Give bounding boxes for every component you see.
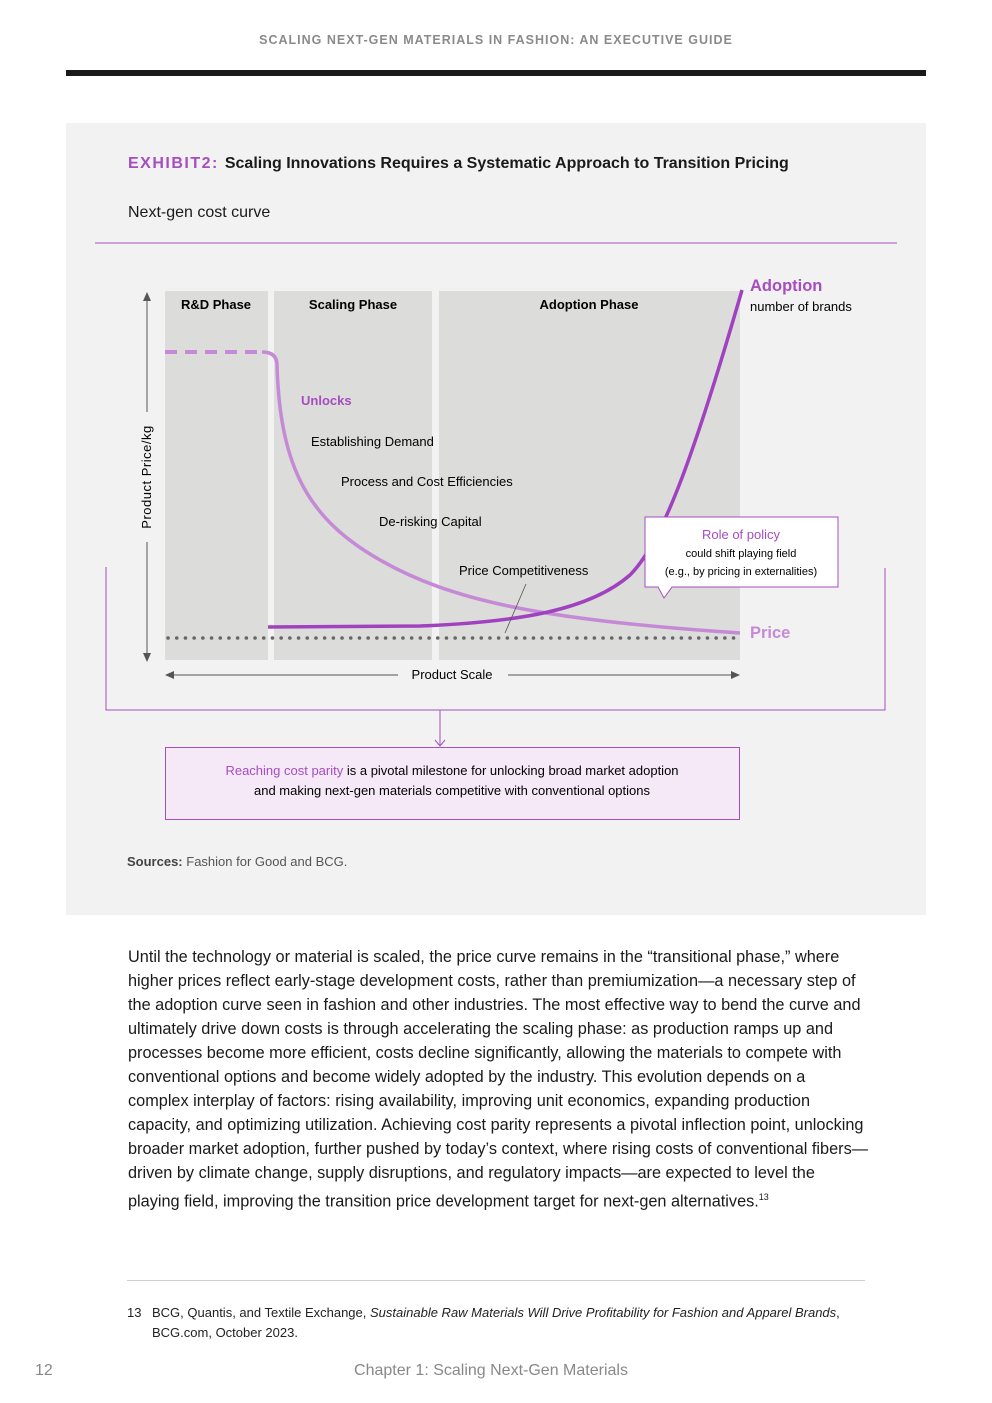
policy-line2: (e.g., by pricing in externalities)	[664, 566, 818, 578]
footnote-divider	[127, 1280, 865, 1281]
y-axis-label: Product Price/kg	[139, 425, 154, 529]
y-axis-arrow-down-icon	[143, 653, 151, 662]
footnote-source: , BCG.com, October 2023.	[152, 1305, 840, 1340]
unlocks-label: Unlocks	[301, 393, 352, 408]
unlock-item: Establishing Demand	[311, 434, 434, 449]
price-label: Price	[750, 624, 791, 642]
conclusion-highlight: Reaching cost parity	[225, 763, 344, 778]
footnote-ref[interactable]: 13	[758, 1192, 769, 1202]
sources-text: Fashion for Good and BCG.	[182, 854, 348, 869]
exhibit-subtitle: Next-gen cost curve	[128, 204, 271, 221]
chapter-footer: Chapter 1: Scaling Next-Gen Materials	[354, 1362, 628, 1379]
footnote-text	[127, 1303, 867, 1343]
unlock-item: De-risking Capital	[379, 514, 482, 529]
adoption-label: Adoption	[750, 277, 823, 295]
footnote	[127, 1303, 867, 1343]
phase-label-scaling: Scaling Phase	[308, 297, 398, 312]
footnote-number: 13	[127, 1305, 142, 1320]
x-axis-arrow-right-icon	[731, 671, 740, 679]
conclusion-line2: and making next-gen materials competitive with conventional options	[254, 783, 650, 798]
adoption-sublabel: number of brands	[750, 299, 852, 314]
running-header: SCALING NEXT-GEN MATERIALS IN FASHION: AN EXECUTIVE GUIDE	[259, 33, 733, 47]
unlock-item: Price Competitiveness	[459, 563, 589, 578]
exhibit-title-text: Scaling Innovations Requires a Systematic Approach to Transition Pricing	[224, 155, 789, 172]
exhibit-label: EXHIBIT2:	[128, 155, 219, 172]
sources-note	[127, 854, 347, 869]
body-paragraph	[128, 945, 868, 1213]
unlock-item: Process and Cost Efficiencies	[341, 474, 513, 489]
page-number: 12	[35, 1362, 53, 1379]
x-axis-arrow-left-icon	[165, 671, 174, 679]
policy-line1: could shift playing field	[685, 548, 797, 560]
phase-label-adoption: Adoption Phase	[539, 297, 639, 312]
footnote-title: Sustainable Raw Materials Will Drive Profitability for Fashion and Apparel Brands	[370, 1305, 837, 1320]
conclusion-line1	[225, 763, 678, 778]
sources-label: Sources:	[127, 854, 183, 869]
conclusion-rest: is a pivotal milestone for unlocking broad market adoption	[343, 763, 679, 778]
policy-title: Role of policy	[701, 527, 781, 542]
footnote-authors: BCG, Quantis, and Textile Exchange,	[152, 1305, 370, 1320]
x-axis-label: Product Scale	[411, 667, 493, 682]
body-text: Until the technology or material is scaled, the price curve remains in the “transitional phase,” where higher prices reflect early-stage development costs, rather than premiumization—a necessary step of the adoption curve seen in fashion and other industries. The most effective way to bend the curve and ultimately drive down costs is through accelerating the scaling phase: as production ramps up and processes become more efficient, costs decline significantly, allowing the materials to compete with conventional options and become widely adopted by the industry. This evolution depends on a complex interplay of factors: rising availability, improving unit economics, expanding production capacity, and optimizing utilization. Achieving cost parity represents a pivotal inflection point, unlocking broader market adoption, further pushed by today’s context, where rising costs of conventional fibers—driven by climate change, supply disruptions, and regulatory impacts—are expected to level the playing field, improving the transition price development target for next-gen alternatives.	[128, 948, 868, 1211]
phase-label-rd: R&D Phase	[180, 297, 252, 312]
y-axis-arrow-up-icon	[143, 292, 151, 301]
phase-rd	[165, 291, 268, 660]
